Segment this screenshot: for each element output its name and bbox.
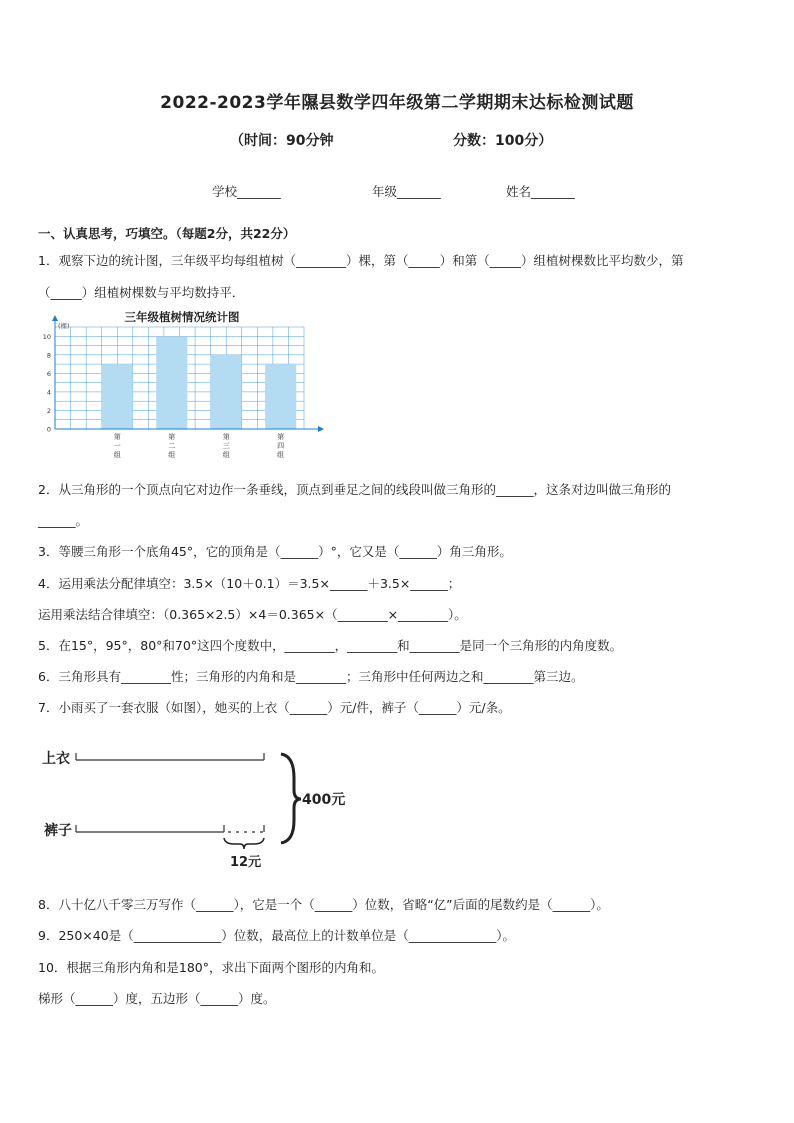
x-label-1-char-1: 第 [113,433,121,441]
grade-field: 年级_______ [372,184,441,199]
pants-segment [76,825,264,832]
x-label-2-char-3: 组 [168,451,176,459]
bar-3 [211,355,242,429]
x-label-3-char-3: 组 [222,451,230,459]
x-label-3-char-1: 第 [222,433,230,441]
total-price-label: 400元 [302,792,346,808]
x-label-3-char-2: 三 [222,442,230,450]
chart-unit-label: (棵) [58,322,70,330]
question-3: 3．等腰三角形一个底角45°，它的顶角是（______）°，它又是（______）角三角形。 [38,544,512,559]
y-tick-label: 10 [42,332,51,341]
pants-label: 裤子 [44,823,72,839]
difference-brace [224,838,264,849]
time-limit: （时间：90分钟 [230,133,334,149]
tree-planting-bar-chart [38,306,338,468]
total-brace [281,754,301,843]
question-1-line-2: （_____）组植树棵数与平均数持平． [38,285,245,300]
section-heading: 一、认真思考，巧填空。（每题2分，共22分） [38,226,296,241]
shirt-segment [76,753,264,760]
school-field: 学校_______ [212,184,281,199]
chart-x-labels [114,432,284,459]
page-title: 2022-2023学年隰县数学四年级第二学期期末达标检测试题 [160,93,634,113]
x-label-4-char-2: 四 [277,442,285,450]
x-label-2-char-2: 二 [168,442,176,450]
x-axis-arrow [318,426,324,432]
x-label-2-char-1: 第 [168,433,176,441]
question-4-line-1: 4．运用乘法分配律填空：3.5×（10＋0.1）＝3.5×______＋3.5×______； [38,576,461,591]
bar-4 [265,364,296,429]
question-1-line-1: 1．观察下边的统计图，三年级平均每组植树（________）棵，第（_____）和第（_____）组植树棵数比平均数少，第 [38,253,684,268]
x-label-1-char-3: 组 [113,451,121,459]
question-7: 7．小雨买了一套衣服（如图），她买的上衣（______）元/件，裤子（______）元/条。 [38,700,511,715]
name-field: 姓名_______ [506,184,575,199]
question-4-line-2: 运用乘法结合律填空：（0.365×2.5）×4＝0.365×（________×________）。 [38,607,467,622]
question-10-line-2: 梯形（______）度，五边形（______）度。 [38,991,276,1006]
y-tick-label: 4 [46,388,51,397]
chart-y-ticks [43,333,51,434]
y-tick-label: 6 [46,369,51,378]
y-tick-label: 0 [46,425,51,434]
x-label-4-char-1: 第 [277,433,285,441]
bar-2 [156,336,187,429]
y-tick-label: 2 [46,406,51,415]
total-score: 分数：100分） [453,133,553,149]
question-6: 6．三角形具有________性；三角形的内角和是________；三角形中任何两边之和________第三边。 [38,669,584,684]
bar-1 [102,364,133,429]
difference-label: 12元 [230,855,262,870]
x-label-4-char-3: 组 [277,451,285,459]
question-8: 8．八十亿八千零三万写作（______），它是一个（______）位数，省略“亿”后面的尾数约是（______）。 [38,897,609,912]
question-2-line-1: 2．从三角形的一个顶点向它对边作一条垂线，顶点到垂足之间的线段叫做三角形的______，这条对边叫做三角形的 [38,482,671,497]
y-axis-arrow [52,315,58,321]
question-2-line-2: ______。 [38,513,89,528]
y-tick-label: 8 [46,351,51,360]
question-9: 9．250×40是（______________）位数，最高位上的计数单位是（______________）。 [38,928,515,943]
clothing-price-diagram [38,742,358,877]
x-label-1-char-2: 一 [113,442,121,450]
question-10-line-1: 10．根据三角形内角和是180°，求出下面两个图形的内角和。 [38,960,385,975]
shirt-label: 上衣 [42,751,70,767]
chart-title: 三年级植树情况统计图 [124,310,240,324]
question-5: 5．在15°，95°，80°和70°这四个度数中，________，________和________是同一个三角形的内角度数。 [38,638,623,653]
